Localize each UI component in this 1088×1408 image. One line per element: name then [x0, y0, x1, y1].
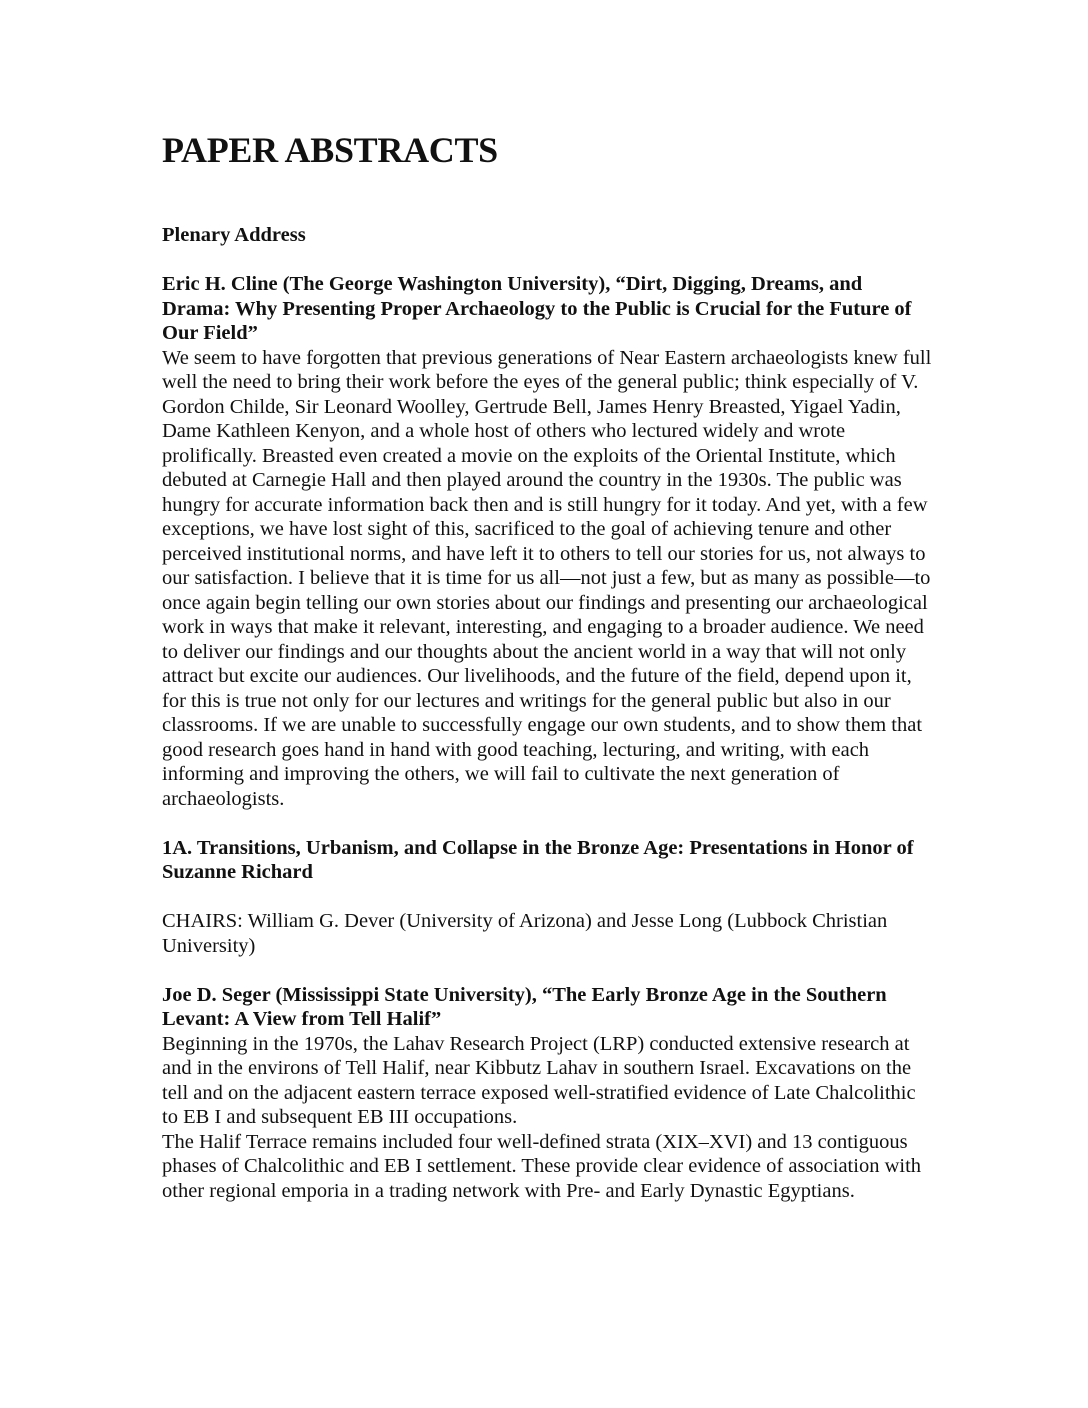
seger-abstract-body-2: The Halif Terrace remains included four well-defined strata (XIX–XVI) and 13 contiguous phases of Chalcolithic and EB I settlement. These provide clear evidence of association with other regional emporia in a trading network with Pre- and Early Dynastic Egyptians.: [162, 1130, 922, 1202]
page-title: PAPER ABSTRACTS: [162, 130, 498, 170]
session-1a-heading: 1A. Transitions, Urbanism, and Collapse in the Bronze Age: Presentations in Honor of Suzanne Richard: [162, 836, 914, 883]
document-page: [162, 128, 932, 1203]
seger-abstract: [162, 983, 932, 1130]
plenary-abstract: [162, 272, 932, 811]
plenary-abstract-title: Eric H. Cline (The George Washington University), “Dirt, Digging, Dreams, and Drama: Why Presenting Proper Archaeology to the Public is Crucial for the Future of Our Field”: [162, 273, 912, 344]
seger-abstract-body-1: Beginning in the 1970s, the Lahav Research Project (LRP) conducted extensive research at and in the environs of Tell Halif, near Kibbutz Lahav in southern Israel. Excavations on the tell and on the adjacent eastern terrace exposed well-stratified evidence of Late Chalcolithic to EB I and subsequent EB III occupations.: [162, 1032, 916, 1128]
plenary-heading: Plenary Address: [162, 224, 306, 246]
session-1a-chairs: CHAIRS: William G. Dever (University of Arizona) and Jesse Long (Lubbock Christian University): [162, 910, 888, 957]
plenary-abstract-body: We seem to have forgotten that previous generations of Near Eastern archaeologists knew full well the need to bring their work before the eyes of the general public; think especially of V. Gordon Childe, Sir Leonard Woolley, Gertrude Bell, James Henry Breasted, Yigael Yadin, Dame Kathleen Kenyon, and a whole host of others who lectured widely and wrote prolifically. Breasted even created a movie on the exploits of the Oriental Institute, which debuted at Carnegie Hall and then played around the country in the 1930s. The public was hungry for accurate information back then and is still hungry for it today. And yet, with a few exceptions, we have lost sight of this, sacrificed to the goal of achieving tenure and other perceived institutional norms, and have left it to others to tell our stories for us, not always to our satisfaction. I believe that it is time for us all—not just a few, but as many as possible—to once again begin telling our own stories about our findings and presenting our archaeological work in ways that make it relevant, interesting, and engaging to a broader audience. We need to deliver our findings and our thoughts about the ancient world in a way that will not only attract but excite our audiences. Our livelihoods, and the future of the field, depend upon it, for this is true not only for our lectures and writings for the general public but also in our classrooms. If we are unable to successfully engage our own students, and to show them that good research goes hand in hand with good teaching, lecturing, and writing, with each informing and improving the others, we will fail to cultivate the next generation of archaeologists.: [162, 346, 932, 810]
seger-abstract-title: Joe D. Seger (Mississippi State University), “The Early Bronze Age in the Southern Levant: A View from Tell Halif”: [162, 983, 887, 1030]
